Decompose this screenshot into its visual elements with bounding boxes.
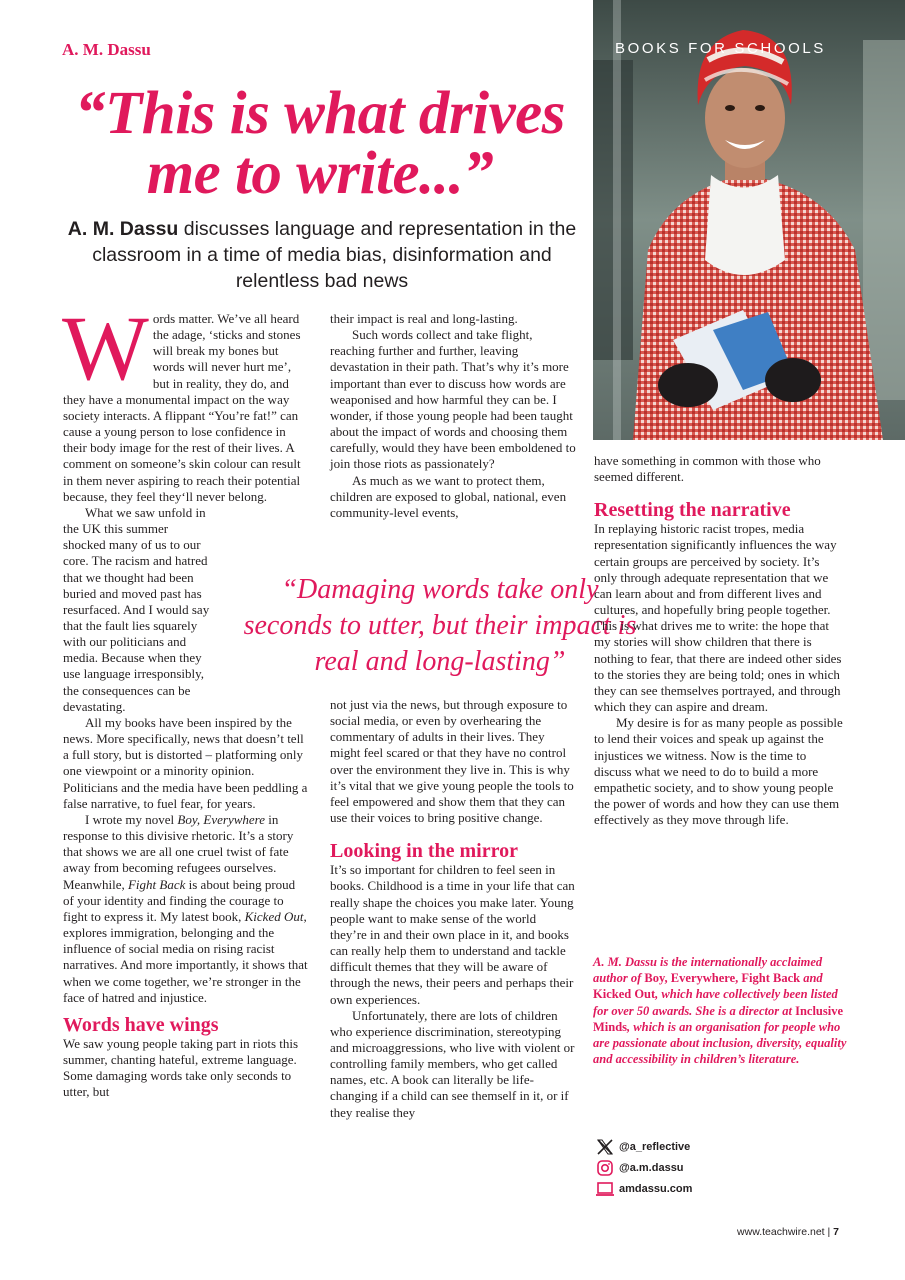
- text: in response to this divisive rhetoric. It’s a story that shows we are all one cruel twist of fate away from becoming refugees ourselves. Meanwhile,: [63, 811, 294, 892]
- subheading: Looking in the mirror: [330, 840, 518, 863]
- text: I wrote my novel: [85, 811, 178, 827]
- paragraph: In replaying historic racist tropes, media representation significantly influences the way certain groups are perceived by society. It’s only through adequate representation that we can learn about and from different lives and cultures, and hopefully bring people together. This is what drives me to write: the hope that my stories will show children that there is nothing to fear, that there are indeed other sides to the stories they are being told; ones in which they can see themselves portrayed, and through which they can aspire and dream.: [594, 521, 842, 715]
- standfirst: [58, 216, 586, 294]
- paragraph: [63, 812, 309, 1006]
- instagram-handle[interactable]: @a.m.dassu: [619, 1162, 684, 1174]
- paragraph: not just via the news, but through exposure to social media, or even by overhearing the commentary of adults in their lives. They might feel scared or that they have no control over the environment they live in. This is why it’s vital that we give young people the tools to feel empowered and show them that they can use their voices to bring positive change.: [330, 697, 574, 826]
- book-title: Boy, Everywhere: [177, 811, 266, 827]
- paragraph: Unfortunately, there are lots of children who experience discrimination, stereotyping and microaggressions, who live with violent or controlling family members, who get called names, etc. A book can literally be life-changing if a child can see themself in it, or if they realise they: [330, 1007, 575, 1120]
- author-photo-illustration: [593, 0, 905, 440]
- paragraph: We saw young people taking part in riots this summer, chanting hateful, extreme language. Some damaging words take only seconds to utter, but: [63, 1035, 299, 1100]
- x-logo-icon: [596, 1138, 614, 1156]
- social-website[interactable]: [596, 1180, 692, 1198]
- x-handle[interactable]: @a_reflective: [619, 1141, 691, 1153]
- page-number: 7: [833, 1226, 839, 1238]
- book-title: Boy, Everywhere,: [644, 971, 739, 986]
- text: is about being proud of your identity and finding the courage to fight to express it. My latest book,: [63, 876, 296, 924]
- paragraph: My desire is for as many people as possible to lend their voices and speak up against the injustices we witness. Now is the time to discuss what we need to do to build a more empathetic society, and to show young people the power of words and how they can use them effectively as they move through life.: [594, 715, 843, 828]
- section-label: BOOKS FOR SCHOOLS: [615, 40, 826, 57]
- column-1-lower: [63, 715, 309, 1100]
- bio-text: , which is an organisation for people who are passionate about inclusion, diversity, equality and accessibility in children’s literature.: [593, 1019, 847, 1067]
- drop-cap: W: [62, 297, 149, 399]
- text: explores immigration, belonging and the influence of social media on rising racist narratives. And more importantly, it shows that when we come together, we’re stronger in the face of hatred and injustice.: [63, 925, 308, 1005]
- organisation-name: Inclusive Minds: [593, 1003, 844, 1034]
- instagram-icon: [596, 1159, 614, 1177]
- book-title: Kicked Out: [593, 987, 656, 1002]
- footer-separator: |: [824, 1226, 834, 1238]
- standfirst-text: discusses language and representation in the classroom in a time of media bias, disinformation and relentless bad news: [92, 218, 577, 292]
- subheading: Words have wings: [63, 1013, 219, 1036]
- paragraph: ords matter. We’ve all heard the adage, ‘sticks and stones will break my bones but words will never hurt me’, but in reality, they do, and they have a monumental impact on the way society interacts. A flippant “You’re fat!” can cause a young person to lose confidence in their body image for the rest of their lives. A comment on someone’s skin colour can result in them never aspiring to reach their potential because, they feel they‘ll never belong.: [63, 311, 301, 504]
- paragraph: Such words collect and take flight, reaching further and further, leaving devastation in their path. That’s why it’s more important than ever to discuss how words are weaponised and how harmful they can be. I wonder, if those young people had been taught about the impact of words and choosing them carefully, would they have been emboldened to join those riots as passionately?: [330, 327, 576, 472]
- column-3: [594, 453, 844, 828]
- subheading: Resetting the narrative: [594, 499, 791, 522]
- column-2: [330, 311, 576, 521]
- book-title: Fight Back: [741, 971, 801, 986]
- laptop-icon: [596, 1180, 614, 1198]
- author-bio: [593, 954, 855, 1067]
- pull-quote: “Damaging words take only seconds to utter, but their impact is real and long-lasting”: [243, 574, 637, 677]
- paragraph: have something in common with those who seemed different.: [594, 453, 821, 485]
- social-instagram[interactable]: [596, 1159, 684, 1177]
- book-title: Kicked Out,: [244, 908, 307, 924]
- page-footer: [737, 1226, 839, 1238]
- paragraph: As much as we want to protect them, children are exposed to global, national, even community-level events,: [330, 472, 567, 520]
- book-title: Fight Back: [127, 876, 186, 892]
- website-link[interactable]: amdassu.com: [619, 1183, 693, 1195]
- standfirst-author: A. M. Dassu: [67, 218, 179, 240]
- paragraph: their impact is real and long-lasting.: [330, 311, 518, 326]
- paragraph: It’s so important for children to feel seen in books. Childhood is a time in your life that can really shape the choices you make later. Young people want to make sense of the world they’re in and their own place in it, and books can really help them to understand and tackle difficult themes that they will be aware of through the news, their peers and perhaps their own experiences.: [330, 862, 575, 1007]
- footer-site[interactable]: www.teachwire.net: [737, 1226, 825, 1238]
- column-2-lower: [330, 697, 576, 1121]
- social-x[interactable]: [596, 1138, 690, 1156]
- author-photo: [593, 0, 905, 440]
- author-byline: A. M. Dassu: [62, 40, 151, 59]
- bio-text: A. M. Dassu is the internationally acclaimed author of: [593, 955, 823, 986]
- paragraph-text: What we saw unfold in the UK this summer shocked many of us to our core. The racism and hatred that we thought had been buried and moved past has resurfaced. And I would say that the fault lies squarely with our politicians and media. Because when they use language irresponsibly, the consequences can be devastating.: [63, 504, 210, 714]
- headline: “This is what drives me to write...”: [75, 80, 565, 207]
- bio-text: and: [800, 971, 823, 986]
- paragraph: All my books have been inspired by the news. More specifically, news that doesn’t tell a full story, but is distorted – platforming only one viewpoint or a minority opinion. Politicians and the media have been peddling a false narrative, to fuel fear, for years.: [63, 715, 308, 811]
- bio-text: , which have collectively been listed for over 50 awards. She is a director at: [593, 987, 838, 1018]
